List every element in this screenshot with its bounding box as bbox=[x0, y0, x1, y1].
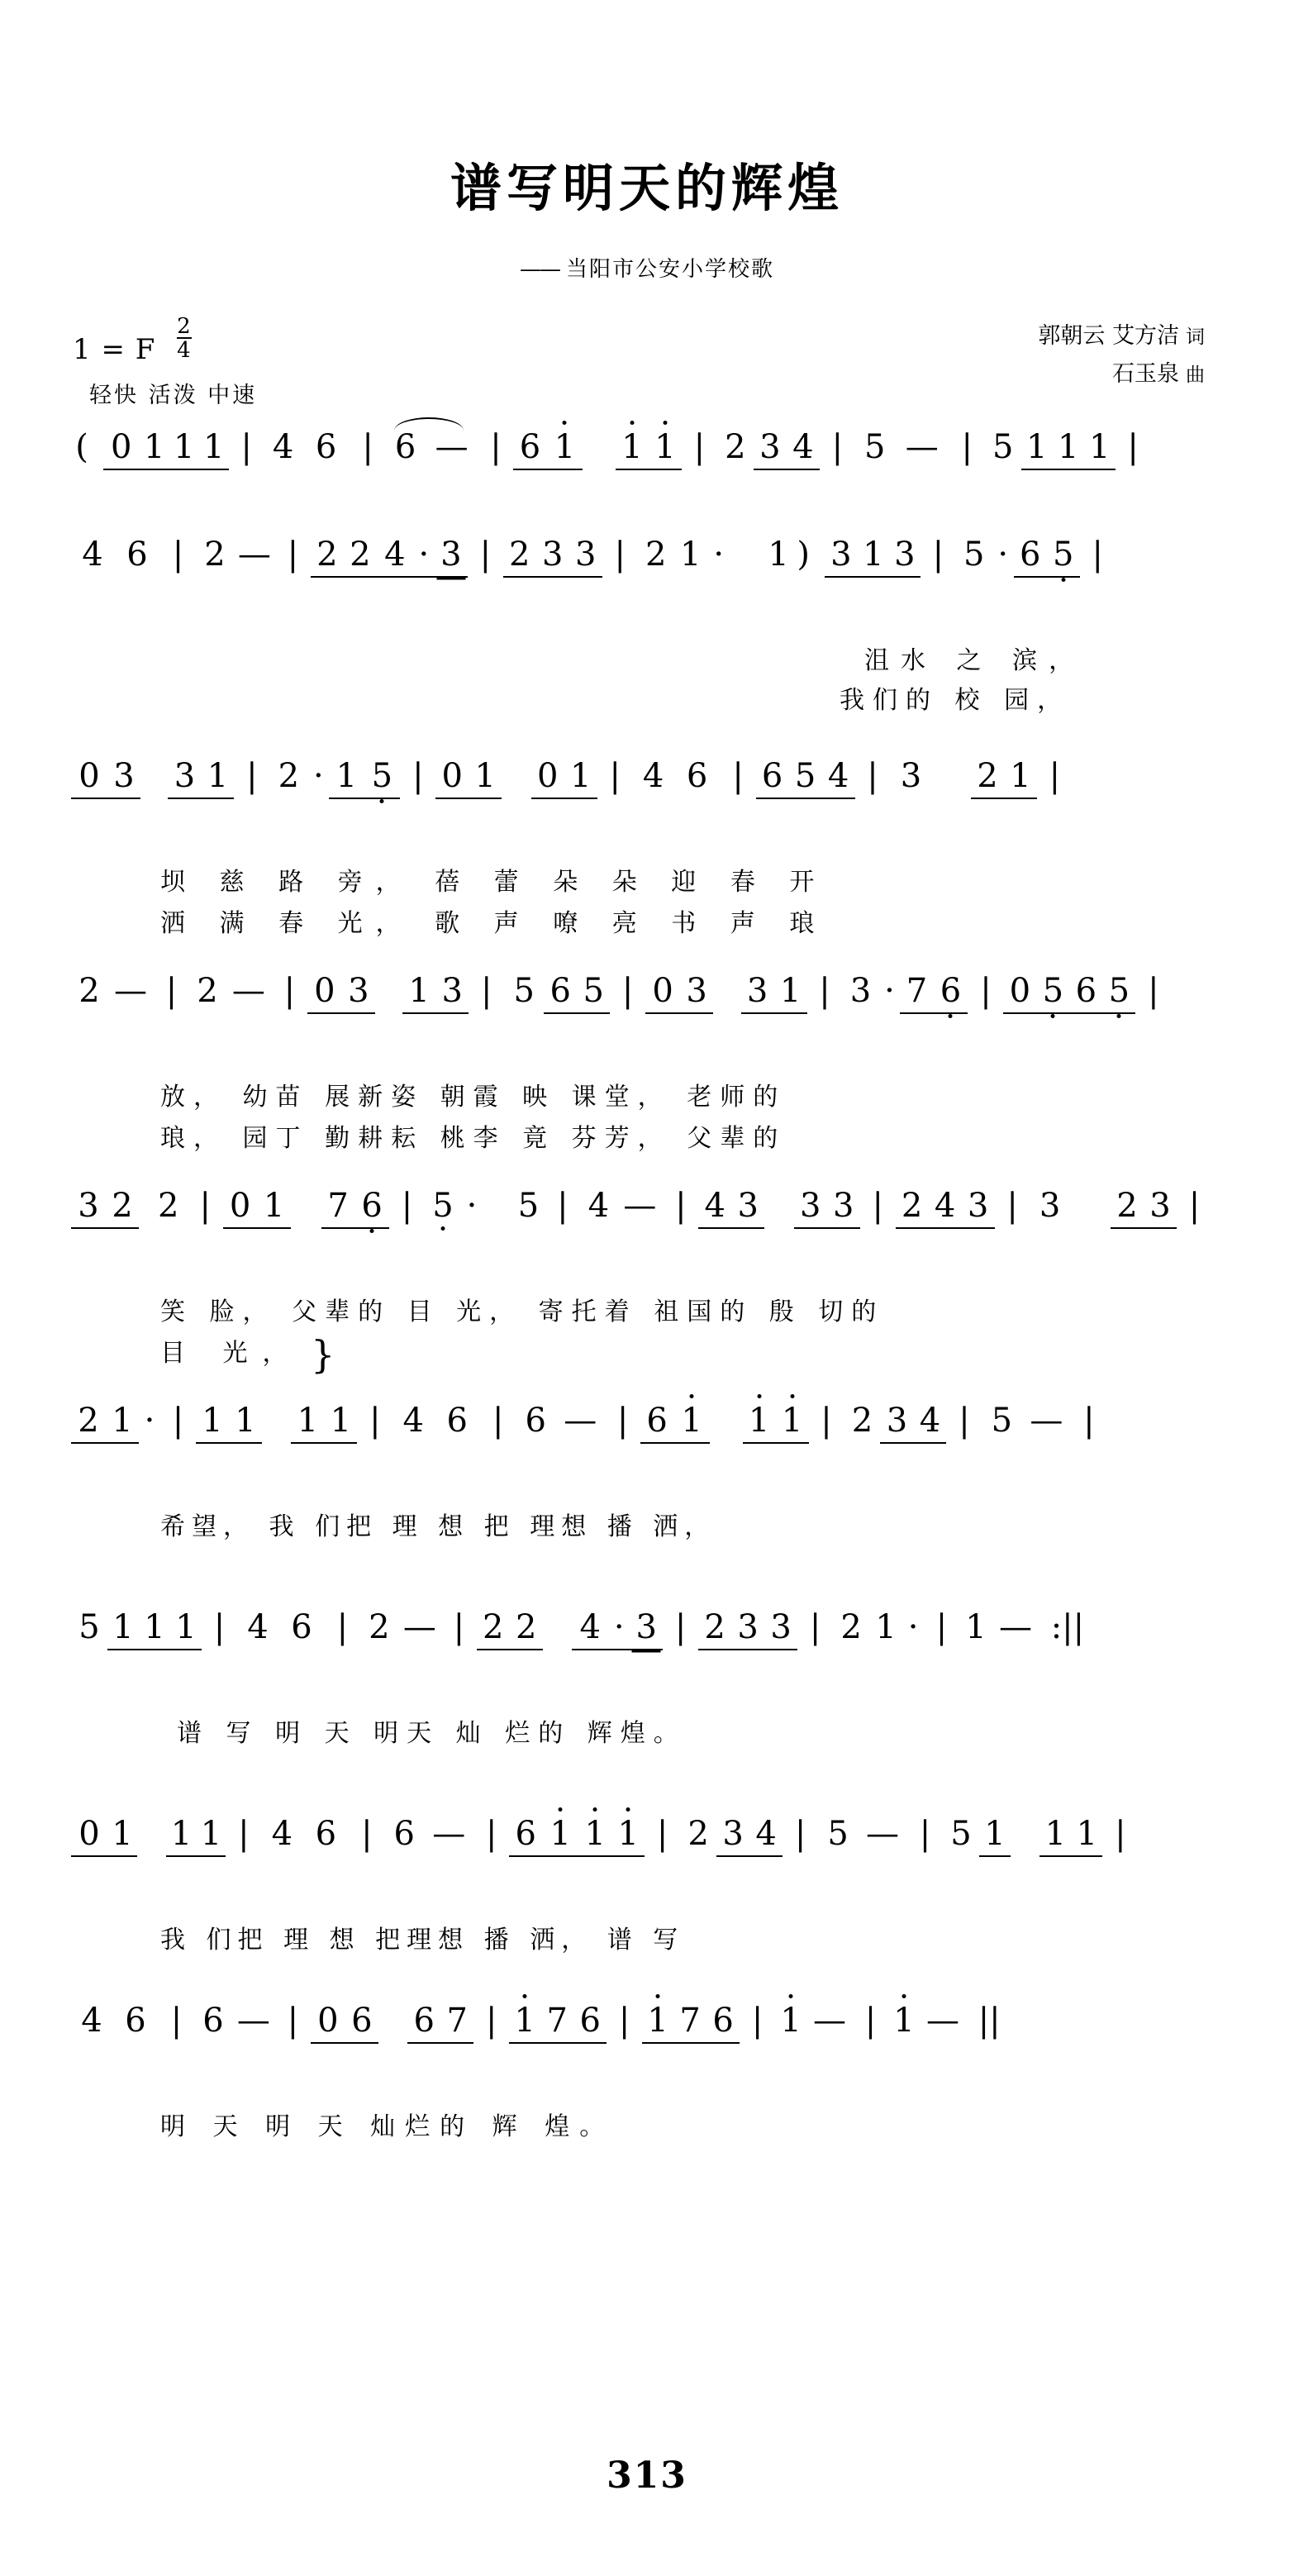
lyric-text: 笑 脸， 父辈的 目 光， 寄托着 祖国的 殷 切的 bbox=[160, 1298, 885, 1326]
music-system-2 bbox=[71, 536, 1223, 715]
music-system-7 bbox=[71, 1608, 1223, 1748]
lyric-text: 沮水 之 滨， bbox=[864, 646, 1086, 675]
time-signature bbox=[177, 316, 192, 361]
lyric-text: 谱 写 明 天 明天 灿 烂的 辉煌。 bbox=[177, 1719, 687, 1748]
page-title: 谱写明天的辉煌 bbox=[450, 158, 844, 218]
credits bbox=[1038, 317, 1205, 393]
music-system-5 bbox=[71, 1187, 1223, 1377]
subtitle-dash: —— bbox=[519, 257, 559, 282]
composer-name: 石玉泉 bbox=[1112, 360, 1179, 387]
lyric-row-1 bbox=[71, 1712, 1223, 1747]
key-label: 1 = F bbox=[73, 333, 156, 366]
final-barline: || bbox=[978, 2002, 1001, 2040]
note-row: 0 1 1 1 | 4 6 | 6 — | 6 1 1 1 | 2 3 4 | 5 — | 5 1 1 1 | bbox=[71, 1815, 1223, 1864]
lyricist-line bbox=[1038, 317, 1205, 355]
lyric-row-1 bbox=[71, 640, 1223, 674]
time-signature-numerator: 2 bbox=[177, 314, 192, 339]
lyric-row-1 bbox=[71, 1506, 1223, 1540]
note-row: 2 — | 2 — | 0 3 1 3 | 5 6 5 | 0 3 3 1 | 3 · 7 6 | 0 5 6 5 | bbox=[71, 972, 1223, 1021]
note-row: 4 6 | 2 — | 2 2 4 · 3 | 2 3 3 | 2 1 · 1 ) 3 1 3 | 5 · 6 5 | bbox=[71, 536, 1223, 585]
note-row: 0 3 3 1 | 2 · 1 5 | 0 1 0 1 | 4 6 | 6 5 4 | 3 2 1 | bbox=[71, 757, 1223, 807]
lyric-row-1 bbox=[71, 1919, 1223, 1954]
key-signature bbox=[73, 314, 192, 366]
lyric-text: 洒 满 春 光， 歌 声 嘹 亮 书 声 琅 bbox=[160, 909, 828, 938]
note-row: ( 0 1 1 1 | 4 6 | 6 — | 6 1 1 1 | 2 3 4 | 5 — | 5 1 1 1 | bbox=[71, 428, 1223, 478]
repeat-brace: } bbox=[311, 1331, 336, 1377]
note-row: 3 2 2 | 0 1 7 6 | 5 · 5 | 4 — | 4 3 3 3 | 2 4 3 | 3 2 3 | bbox=[71, 1187, 1223, 1236]
music-system-3 bbox=[71, 757, 1223, 938]
score-meta bbox=[0, 314, 1294, 417]
lyricist-name: 郭朝云 艾方洁 bbox=[1038, 323, 1179, 349]
time-signature-denominator: 4 bbox=[177, 338, 192, 363]
lyric-text: 我们的 校 园， bbox=[840, 686, 1071, 715]
note-row: 2 1 · | 1 1 1 1 | 4 6 | 6 — | 6 1 1 1 | 2 3 4 | 5 — | bbox=[71, 1402, 1223, 1451]
lyric-row-1 bbox=[71, 2106, 1223, 2140]
composer-line bbox=[1038, 355, 1205, 393]
music-system-8 bbox=[71, 1815, 1223, 1955]
composer-role: 曲 bbox=[1186, 364, 1205, 386]
subtitle bbox=[0, 252, 1294, 283]
tempo-marking: 轻快 活泼 中速 bbox=[89, 383, 258, 408]
music-system-6 bbox=[71, 1402, 1223, 1541]
lyric-text: 目 光， bbox=[160, 1339, 302, 1368]
note-row: 5 1 1 1 | 4 6 | 2 — | 2 2 4 · 3 | 2 3 3 | 2 1 · | 1 — :|| bbox=[71, 1608, 1223, 1658]
lyric-row-2 bbox=[71, 1331, 1223, 1377]
music-system-4 bbox=[71, 972, 1223, 1153]
music-system-9 bbox=[71, 2002, 1223, 2141]
lyric-text: 希望， 我 们把 理 想 把 理想 播 洒， bbox=[160, 1512, 716, 1541]
lyricist-role: 词 bbox=[1186, 326, 1205, 348]
subtitle-text: 当阳市公安小学校歌 bbox=[565, 257, 774, 282]
lyric-row-2 bbox=[71, 679, 1223, 714]
note-row: 4 6 | 6 — | 0 6 6 7 | 1 7 6 | 1 7 6 | 1 — | 1 — || bbox=[71, 2002, 1223, 2051]
lyric-text: 放， 幼苗 展新姿 朝霞 映 课堂， 老师的 bbox=[160, 1083, 787, 1112]
music-system-1 bbox=[71, 428, 1223, 507]
lyric-row-2 bbox=[71, 902, 1223, 937]
lyric-row-1 bbox=[71, 1076, 1223, 1111]
lyric-text: 明 天 明 天 灿烂的 辉 煌。 bbox=[160, 2112, 615, 2141]
lyric-row-1 bbox=[71, 861, 1223, 896]
lyric-text: 我 们把 理 想 把理想 播 洒， 谱 写 bbox=[160, 1926, 685, 1955]
lyric-row-2 bbox=[71, 1117, 1223, 1152]
sheet-music-page bbox=[0, 147, 1294, 2576]
lyric-row-1 bbox=[71, 1291, 1223, 1326]
lyric-text: 坝 慈 路 旁， 蓓 蕾 朵 朵 迎 春 开 bbox=[160, 868, 828, 897]
lyric-text: 琅， 园丁 勤耕耘 桃李 竟 芬芳， 父辈的 bbox=[160, 1124, 787, 1153]
repeat-end-barline: :|| bbox=[1050, 1608, 1085, 1646]
page-number: 313 bbox=[607, 2455, 687, 2497]
